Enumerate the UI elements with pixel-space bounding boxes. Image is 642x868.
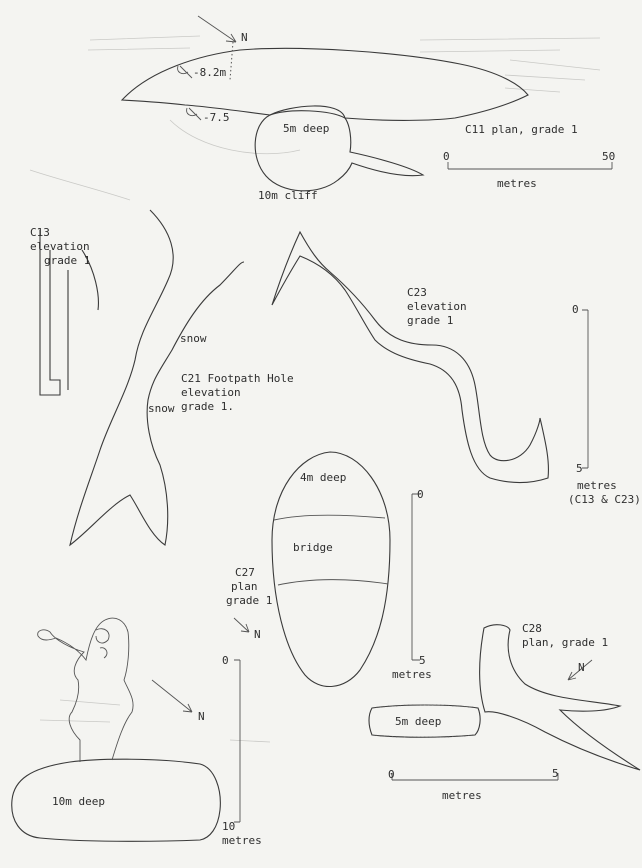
c23-label-1: C23 bbox=[407, 286, 427, 299]
c27-scale-bar bbox=[412, 494, 420, 660]
right-scale-note: (C13 & C23) bbox=[568, 493, 641, 506]
c11-depth-1: -8.2m bbox=[193, 66, 227, 79]
c11-scale-end: 50 bbox=[602, 150, 616, 163]
bottom-left-scale-bar bbox=[234, 660, 240, 822]
c27-outline bbox=[272, 452, 390, 686]
right-scale-bottom: 5 bbox=[576, 462, 583, 475]
north-arrow-c11 bbox=[198, 16, 236, 42]
bottom-left-outline bbox=[12, 618, 221, 841]
right-scale-unit: metres bbox=[577, 479, 617, 492]
c11-north-label: N bbox=[241, 31, 248, 44]
north-arrow-bottom-left bbox=[152, 680, 192, 712]
c28-label-2: plan, grade 1 bbox=[522, 636, 609, 649]
c11-scale-unit: metres bbox=[497, 177, 537, 190]
c11-title: C11 plan, grade 1 bbox=[465, 123, 578, 136]
show-through-marks bbox=[30, 36, 600, 742]
c27-north-label: N bbox=[254, 628, 261, 641]
c27-deep-label: 4m deep bbox=[300, 471, 347, 484]
c11-depth-2: -7.5 bbox=[203, 111, 230, 124]
c11-cave-outline bbox=[122, 42, 612, 191]
c27-scale-bottom: 5 bbox=[419, 654, 426, 667]
scale-bar-c13-c23 bbox=[582, 310, 588, 468]
c28-scale-end: 5 bbox=[552, 767, 559, 780]
c11-deep-label: 5m deep bbox=[283, 122, 330, 135]
c21-snow-2: snow bbox=[148, 402, 175, 415]
c27-scale-top: 0 bbox=[417, 488, 424, 501]
right-scale-top: 0 bbox=[572, 303, 579, 316]
c28-north-label: N bbox=[578, 661, 585, 674]
bottom-left-deep-label: 10m deep bbox=[52, 795, 105, 808]
bottom-left-scale-top: 0 bbox=[222, 654, 229, 667]
bottom-left-scale-bottom: 10 bbox=[222, 820, 236, 833]
c28-label-1: C28 bbox=[522, 622, 542, 635]
bottom-left-north-label: N bbox=[198, 710, 205, 723]
north-arrow-c27 bbox=[234, 618, 249, 632]
c13-label-1: C13 bbox=[30, 226, 50, 239]
c11-cliff-label: 10m cliff bbox=[258, 189, 318, 202]
c21-title: C21 Footpath Hole bbox=[181, 372, 294, 385]
c21-label-2: elevation bbox=[181, 386, 241, 399]
c11-scale-start: 0 bbox=[443, 150, 450, 163]
c28-scale-bar bbox=[392, 773, 558, 780]
c23-label-3: grade 1 bbox=[407, 314, 454, 327]
c21-snow-1: snow bbox=[180, 332, 207, 345]
c27-scale-unit: metres bbox=[392, 668, 432, 681]
c27-label-2: plan bbox=[231, 580, 258, 593]
c28-scale-start: 0 bbox=[388, 768, 395, 781]
c28-scale-unit: metres bbox=[442, 789, 482, 802]
c28-deep-label: 5m deep bbox=[395, 715, 442, 728]
c21-label-3: grade 1. bbox=[181, 400, 234, 413]
c27-label-3: grade 1 bbox=[226, 594, 273, 607]
c27-label-1: C27 bbox=[235, 566, 255, 579]
c23-outline bbox=[272, 232, 548, 483]
c13-label-3: grade 1 bbox=[44, 254, 91, 267]
c13-label-2: elevation bbox=[30, 240, 90, 253]
c27-bridge-label: bridge bbox=[293, 541, 333, 554]
c23-label-2: elevation bbox=[407, 300, 467, 313]
bottom-left-scale-unit: metres bbox=[222, 834, 262, 847]
